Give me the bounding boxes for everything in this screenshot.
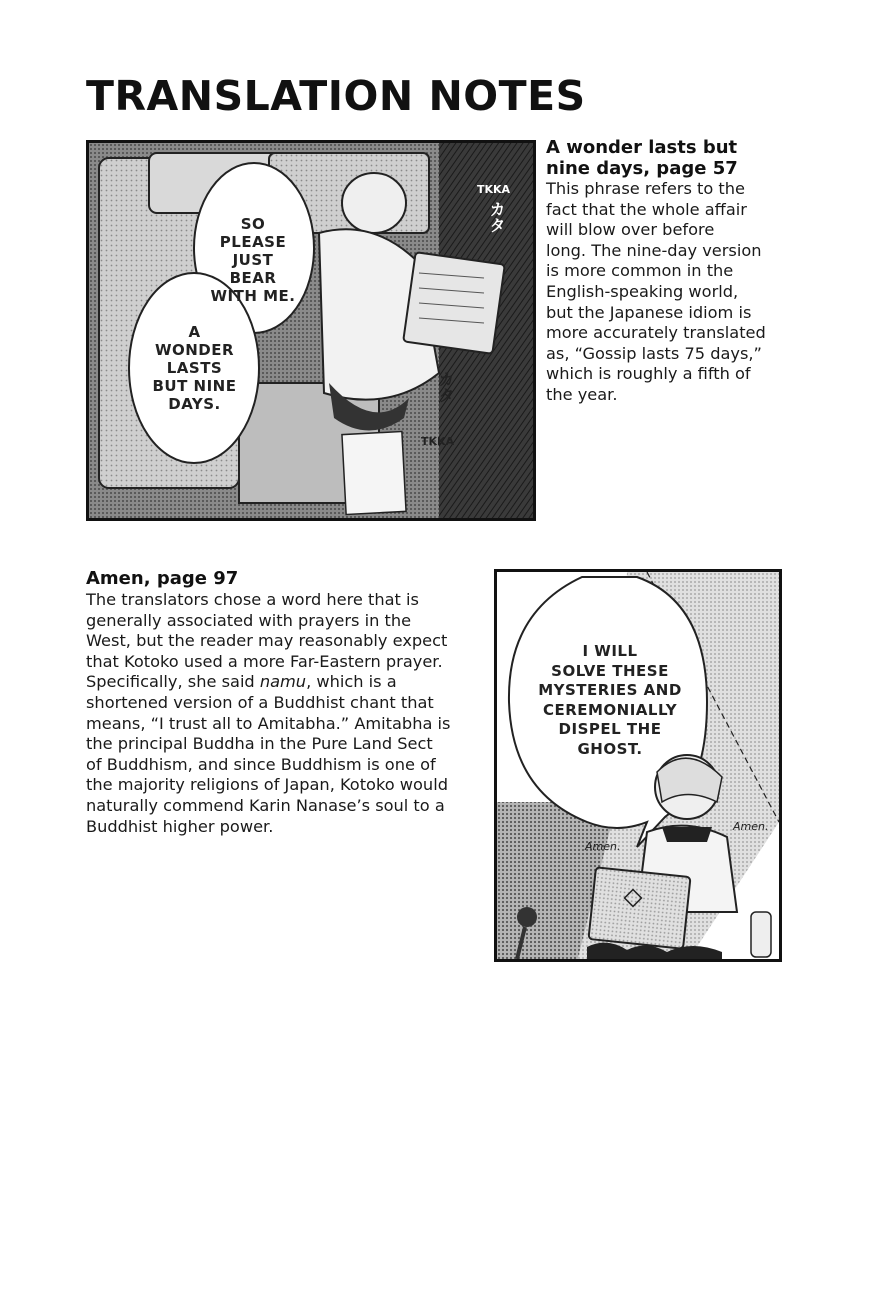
speech-bubble-top bbox=[193, 215, 313, 305]
note-heading-wonder bbox=[546, 137, 738, 179]
page-title: TRANSLATION NOTES bbox=[86, 72, 586, 120]
bubble-line: MYSTERIES AND bbox=[538, 681, 682, 699]
bubble-line: BEAR bbox=[229, 269, 277, 287]
bubble-line: WONDER bbox=[154, 341, 235, 359]
sfx-kana-bottom: カタ bbox=[436, 371, 455, 403]
note-line: generally associated with prayers in the bbox=[86, 610, 412, 630]
note-heading-line: nine days, page 57 bbox=[546, 158, 738, 179]
sfx-tkka-bottom: TKKA bbox=[421, 435, 455, 448]
note-line: but the Japanese idiom is bbox=[546, 302, 752, 322]
note-body-amen bbox=[86, 590, 450, 837]
note-line: Buddhist higher power. bbox=[86, 816, 274, 836]
note-heading-amen: Amen, page 97 bbox=[86, 568, 239, 589]
bubble-line: I WILL bbox=[582, 642, 638, 660]
note-line: fact that the whole affair bbox=[546, 199, 747, 219]
note-line: the majority religions of Japan, Kotoko would bbox=[86, 775, 448, 795]
bubble-line: DISPEL THE bbox=[558, 720, 662, 738]
note-line: that Kotoko used a more Far-Eastern prayer. bbox=[86, 651, 443, 671]
note-body-wonder bbox=[546, 179, 766, 406]
note-line: will blow over before bbox=[546, 220, 715, 240]
note-line bbox=[86, 672, 450, 693]
sfx-amen-right: Amen. bbox=[733, 820, 769, 833]
namu-term: namu bbox=[259, 672, 307, 692]
sfx-kana-top: カタ bbox=[487, 201, 506, 233]
note-line: the year. bbox=[546, 384, 618, 404]
bubble-line: DAYS. bbox=[168, 395, 221, 413]
bubble-line: WITH ME. bbox=[210, 287, 296, 305]
note-line: long. The nine-day version bbox=[546, 240, 762, 260]
sfx-tkka-top: TKKA bbox=[477, 183, 511, 196]
note-line: English-speaking world, bbox=[546, 281, 739, 301]
bubble-line: SOLVE THESE bbox=[551, 661, 669, 680]
note-line: naturally commend Karin Nanase’s soul to a bbox=[86, 795, 445, 815]
note-line: which is roughly a fifth of bbox=[546, 364, 751, 384]
bubble-line: GHOST. bbox=[577, 739, 643, 758]
note-line: means, “I trust all to Amitabha.” Amitabha is bbox=[86, 713, 451, 733]
note-line: This phrase refers to the bbox=[546, 179, 745, 198]
bubble-line: CEREMONIALLY bbox=[542, 700, 678, 719]
manga-panel-amen bbox=[494, 569, 782, 962]
bubble-line: LASTS bbox=[166, 359, 223, 377]
panel-illustration bbox=[497, 572, 779, 959]
bubble-line: A bbox=[188, 323, 201, 341]
note-line: the principal Buddha in the Pure Land Sect bbox=[86, 734, 433, 754]
bubble-line: JUST bbox=[232, 251, 274, 269]
note-line: The translators chose a word here that is bbox=[86, 590, 419, 609]
note-heading-line: A wonder lasts but bbox=[546, 137, 738, 158]
bubble-line: BUT NINE bbox=[152, 377, 237, 395]
bubble-line: SO bbox=[240, 215, 266, 233]
note-line: is more common in the bbox=[546, 261, 734, 281]
bubble-line: PLEASE bbox=[219, 233, 287, 251]
note-line-head: Specifically, she said bbox=[86, 672, 260, 692]
manga-panel-typing bbox=[86, 140, 536, 521]
speech-bubble bbox=[515, 642, 705, 759]
note-line: West, but the reader may reasonably expect bbox=[86, 631, 448, 651]
note-line-tail: , which is a bbox=[306, 672, 397, 692]
note-line: of Buddhism, and since Buddhism is one of bbox=[86, 754, 436, 774]
note-line: as, “Gossip lasts 75 days,” bbox=[546, 343, 762, 363]
speech-bubble-bottom bbox=[132, 323, 257, 413]
sfx-amen-left: Amen. bbox=[585, 840, 621, 853]
note-line: shortened version of a Buddhist chant that bbox=[86, 692, 434, 712]
note-line: more accurately translated bbox=[546, 323, 766, 343]
